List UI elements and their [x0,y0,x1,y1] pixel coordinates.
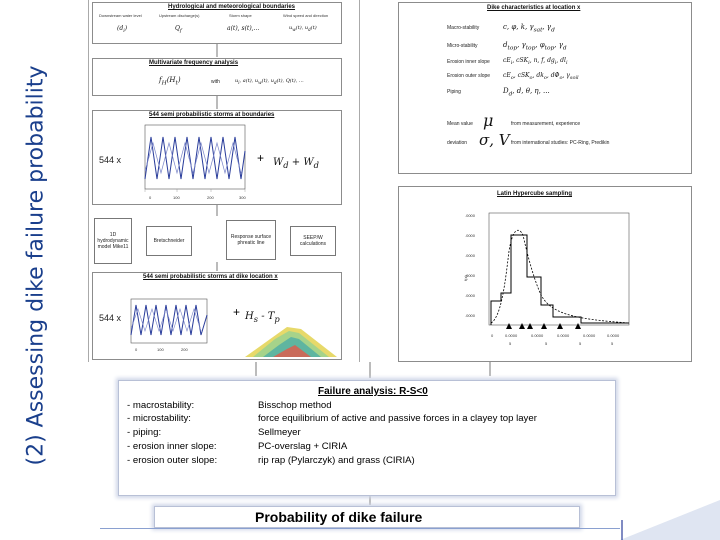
svg-text:0: 0 [135,347,138,352]
plus-sign-1: + [257,151,265,165]
dike-char-formula-1: c, φ, k, $\gamma_{sat}$, $\gamma_d$ [503,23,555,34]
failure-row-2-name: - microstability: [127,413,191,424]
svg-text:0.0000: 0.0000 [583,333,596,338]
lhs-header: Latin Hypercube sampling [497,191,573,197]
mean-symbol: μ [483,111,494,130]
svg-text:5: 5 [545,341,548,346]
lhs-histogram [461,205,633,353]
dike-characteristics-box [398,2,692,174]
dike-char-formula-5: $D_d$, d, θ, η, ... [503,87,550,98]
svg-text:0: 0 [149,195,152,200]
failure-analysis-box [118,380,616,496]
svg-text:5: 5 [611,341,614,346]
svg-text:0: 0 [491,333,494,338]
storms-boundaries-header: 544 semi probabilistic storms at boundaries [149,112,275,118]
storms-location-header: 544 semi probabilistic storms at dike location x [143,274,278,280]
dike-char-row-4: Erosion outer slope [447,73,491,79]
dike-char-formula-2: $d_{top}$, $\gamma_{top}$, $\varphi_{top}$, $\gamma_d$ [503,41,567,52]
probability-label: Probability of dike failure [255,509,423,525]
svg-text:.0000: .0000 [465,253,476,258]
dike-char-formula-3: $cE_i$, cSK$_i$, n, f, $dg_i$, $dl_i$ [503,57,568,67]
model-response-surface: Response surface phreatic line [226,220,276,260]
deviation-source: from international studies: PC-Ring, Predikin [511,140,610,146]
failure-row-3-name: - piping: [127,427,162,438]
svg-text:.0000: .0000 [465,213,476,218]
svg-text:0.0000: 0.0000 [557,333,570,338]
hydro-formula-3: a(t), s(t),... [227,25,260,32]
failure-row-3-value: Sellmeyer [258,427,301,438]
svg-text:0.0000: 0.0000 [505,333,518,338]
svg-text:300: 300 [239,195,246,200]
lhs-box [398,186,692,362]
hydro-col-2: Upstream discharge(s) [159,13,200,18]
probability-box [154,506,580,528]
svg-text:0.0000: 0.0000 [607,333,620,338]
model-seepw: SEEP/W calculations [290,226,336,256]
svg-text:.0000: .0000 [465,233,476,238]
failure-analysis-title: Failure analysis: R-S<0 [318,386,428,397]
hydro-formula-2: $Q_f$ [175,25,182,35]
dike-char-row-5: Piping [447,89,461,95]
svg-text:5: 5 [509,341,512,346]
dike-characteristics-header: Dike characteristics at location x [487,5,581,11]
svg-text:200: 200 [181,347,188,352]
multivariate-header: Multivariate frequency analysis [149,60,239,66]
failure-row-4-value: PC-overslag + CIRIA [258,441,348,452]
slide-title-text: (2) Assessing dike failure probability [23,64,49,466]
hydro-header: Hydrological and meteorological boundaries [168,4,296,10]
plus-sign-2: + [233,305,241,319]
failure-row-1-name: - macrostability: [127,400,195,411]
bottom-rule [100,528,620,529]
failure-row-2-value: force equilibrium of active and passive forces in a clayey top layer [258,413,537,424]
storms-location-formula: $H_s - T_p$ [245,311,280,324]
svg-text:.0000: .0000 [465,313,476,318]
dike-char-formula-4: $cE_o$, cSK$_o$, $dk_o$, $d\Phi_o$, $\gamma_{soil}$ [503,72,579,82]
corner-decoration [620,500,720,540]
svg-text:100: 100 [173,195,180,200]
dike-char-row-1: Macro-stability [447,25,480,31]
mean-label: Mean value [447,121,473,127]
multivariate-formula-right: $u_i$, a(t), $u_w(t)$, $u_d(t)$, Q(t), ... [235,78,304,85]
svg-text:200: 200 [207,195,214,200]
svg-text:f(x): f(x) [463,275,468,281]
storms-location-count: 544 x [99,313,122,323]
hydro-formula-4: $u_w(t)$, $u_d(t)$ [289,25,317,32]
svg-text:100: 100 [157,347,164,352]
hydro-col-3: Storm shape [229,13,252,18]
mean-source: from measurement, experience [511,121,581,127]
dike-char-row-2: Micro-stability [447,43,478,49]
multivariate-formula-left: $f_H(H_t)$ [159,76,181,87]
model-mike11: 1D hydrodynamic model Mike11 [94,218,132,264]
dike-char-row-3: Erosion inner slope [447,59,490,65]
svg-text:.0000: .0000 [465,273,476,278]
svg-text:5: 5 [579,341,582,346]
storms-boundaries-count: 544 x [99,155,122,165]
deviation-symbol: σ, V [479,131,510,149]
storms-boundaries-formula: $W_d + W_d$ [273,157,319,170]
deviation-label: deviation [447,140,468,146]
failure-row-5-name: - erosion outer slope: [127,455,218,466]
svg-text:.0000: .0000 [465,293,476,298]
hydro-col-1: Downstream water level [99,13,142,18]
svg-text:0.0000: 0.0000 [531,333,544,338]
failure-row-4-name: - erosion inner slope: [127,441,217,452]
hydro-formula-1: $(d_i)$ [117,25,128,35]
failure-row-5-value: rip rap (Pylarczyk) and grass (CIRIA) [258,455,415,466]
multivariate-with: with [211,79,220,85]
hydro-col-4: Wind speed and direction [283,13,329,18]
model-bretschneider: Bretschneider [146,226,192,256]
failure-row-1-value: Bisschop method [258,400,332,411]
